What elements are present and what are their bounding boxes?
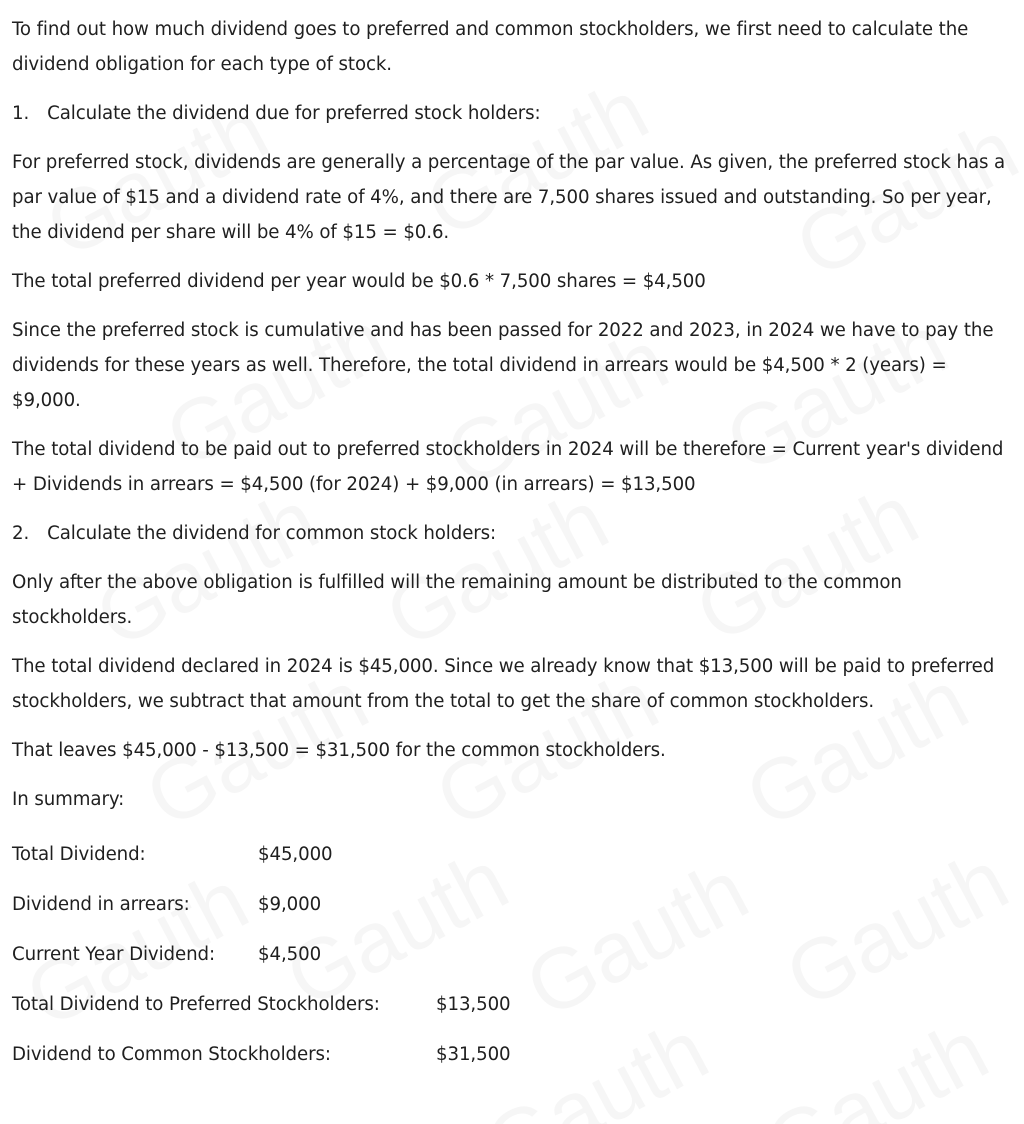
total-paid-paragraph: The total dividend to be paid out to preferred stockholders in 2024 will be therefore = Current year's dividend + Dividends in arrears = $4,500 (for 2024) + $9,000 (in arrears) = $13,500 [12, 439, 1004, 495]
summary-label: Dividend in arrears: [12, 893, 190, 915]
summary-row [12, 979, 1016, 1029]
only-after-paragraph: Only after the above obligation is fulfilled will the remaining amount be distributed to the common stockholders. [12, 572, 902, 628]
summary-row [12, 929, 1016, 979]
summary-value: $13,500 [436, 993, 511, 1015]
declared-paragraph: The total dividend declared in 2024 is $45,000. Since we already know that $13,500 will be paid to preferred stockholders, we subtract that amount from the total to get the share of common stockholders. [12, 656, 995, 712]
summary-list [12, 829, 1016, 1079]
answer-content [12, 12, 1016, 1079]
leaves-paragraph: That leaves $45,000 - $13,500 = $31,500 for the common stockholders. [12, 740, 666, 761]
summary-value: $9,000 [258, 893, 322, 915]
step-2-title: Calculate the dividend for common stock holders: [47, 523, 497, 544]
summary-value: $45,000 [258, 843, 333, 865]
total-preferred-paragraph: The total preferred dividend per year would be $0.6 * 7,500 shares = $4,500 [12, 271, 706, 292]
step-1-number: 1. [12, 103, 30, 124]
summary-heading: In summary: [12, 789, 125, 810]
step-2-number: 2. [12, 523, 30, 544]
summary-row [12, 1029, 1016, 1079]
summary-label: Current Year Dividend: [12, 943, 215, 965]
summary-label: Total Dividend: [12, 843, 146, 865]
summary-label: Total Dividend to Preferred Stockholders: [12, 993, 380, 1015]
step-1-heading [12, 96, 1016, 131]
summary-row [12, 879, 1016, 929]
summary-value: $31,500 [436, 1043, 511, 1065]
summary-label: Dividend to Common Stockholders: [12, 1043, 331, 1065]
step-1-title: Calculate the dividend due for preferred stock holders: [47, 103, 541, 124]
summary-row [12, 829, 1016, 879]
step-2-heading [12, 516, 1016, 551]
intro-paragraph: To find out how much dividend goes to preferred and common stockholders, we first need to calculate the dividend obligation for each type of stock. [12, 19, 969, 75]
preferred-rate-paragraph: For preferred stock, dividends are generally a percentage of the par value. As given, the preferred stock has a par value of $15 and a dividend rate of 4%, and there are 7,500 shares issued and outstanding. So per year, the dividend per share will be 4% of $15 = $0.6. [12, 152, 1006, 243]
summary-value: $4,500 [258, 943, 322, 965]
cumulative-paragraph: Since the preferred stock is cumulative and has been passed for 2022 and 2023, in 2024 we have to pay the dividends for these years as well. Therefore, the total dividend in arrears would be $4,500 * 2 (years) = $9,000. [12, 320, 994, 411]
